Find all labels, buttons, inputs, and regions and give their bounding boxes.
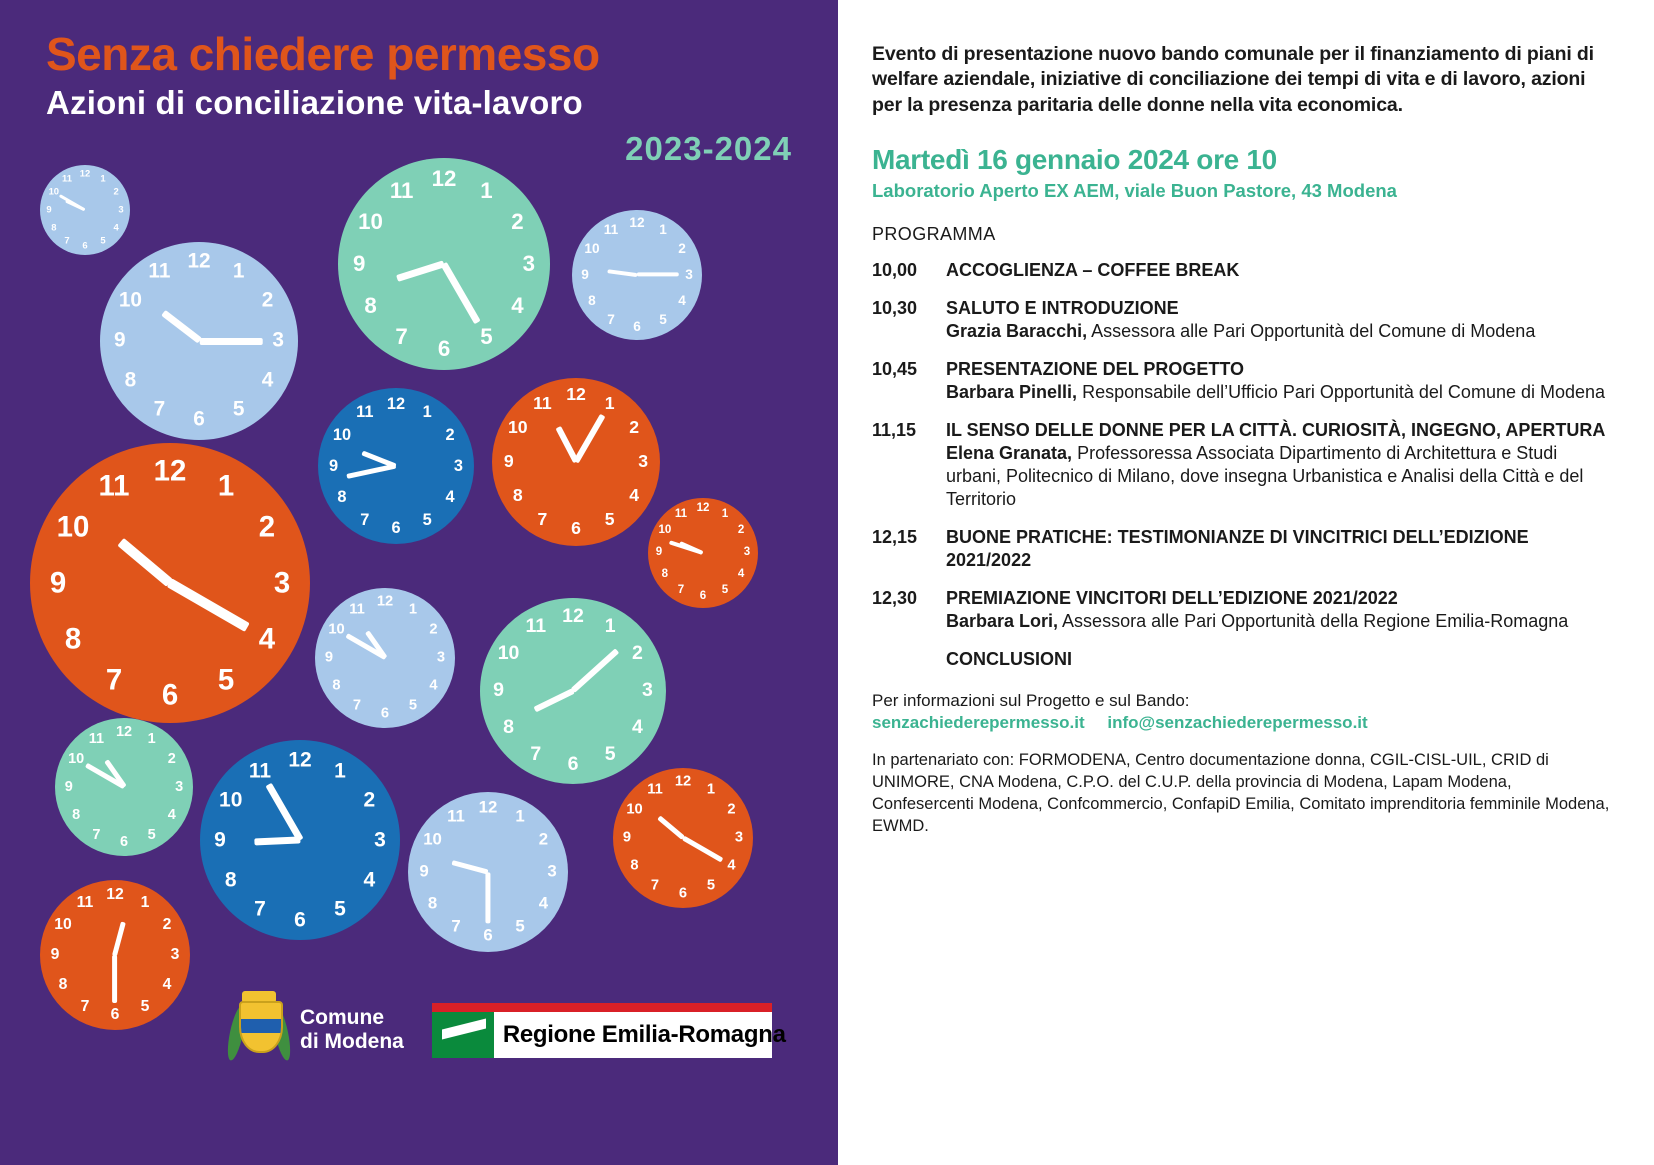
logo-comune-label (300, 1006, 404, 1053)
clock-numeral: 4 (629, 484, 640, 505)
clock-numeral: 8 (503, 716, 514, 739)
info-links (872, 713, 1614, 733)
clock-minute-hand (168, 579, 250, 632)
clock-numeral: 9 (581, 267, 589, 283)
clock-numeral: 2 (629, 417, 640, 438)
poster-title-block (0, 30, 838, 168)
clock-numeral: 4 (538, 893, 549, 913)
clock-illustration (480, 598, 666, 784)
clock-numeral: 11 (389, 177, 414, 203)
agenda-row (872, 358, 1614, 404)
clock-minute-hand (59, 194, 85, 211)
clock-numeral: 3 (170, 946, 180, 964)
clock-minute-hand (441, 262, 481, 324)
clock-hour-hand (254, 837, 300, 846)
info-title: Per informazioni sul Progetto e sul Bando: (872, 691, 1190, 711)
clock-numeral: 5 (604, 509, 615, 530)
clock-illustration (338, 158, 550, 370)
clock-numeral: 10 (584, 241, 600, 257)
clock-numeral: 2 (261, 288, 274, 312)
website-link[interactable]: senzachiederepermesso.it (872, 713, 1085, 733)
clock-numeral: 7 (537, 509, 548, 530)
clock-numeral: 7 (650, 878, 660, 895)
clock-minute-hand (265, 783, 303, 842)
clock-numeral: 1 (480, 177, 493, 203)
page-title: Senza chiedere permesso (46, 28, 600, 80)
clock-numeral: 2 (631, 642, 643, 665)
clock-numeral: 2 (678, 241, 686, 257)
clock-illustration (55, 718, 193, 856)
clock-numeral: 4 (727, 857, 736, 874)
clock-numeral: 4 (631, 716, 643, 739)
clock-numeral: 5 (422, 510, 432, 529)
page-years: 2023-2024 (625, 130, 792, 168)
clock-illustration (318, 388, 474, 544)
clock-numeral: 11 (533, 392, 552, 413)
clock-numeral: 5 (706, 878, 716, 895)
clock-numeral: 1 (706, 781, 716, 798)
clock-numeral: 6 (391, 519, 401, 538)
clock-numeral: 12 (79, 168, 91, 180)
agenda-item-title: PRESENTAZIONE DEL PROGETTO (946, 359, 1245, 380)
agenda-item-description: Barbara Lori, Assessora alle Pari Opportunità della Regione Emilia-Romagna (946, 611, 1569, 632)
event-datetime: Martedì 16 gennaio 2024 ore 10 (872, 144, 1277, 176)
clock-numeral: 3 (273, 566, 291, 600)
agenda-item-speaker: Barbara Lori, (946, 611, 1059, 632)
agenda-body (946, 297, 1614, 343)
clock-numeral: 8 (427, 893, 438, 913)
clock-numeral: 8 (512, 484, 523, 505)
clock-numeral: 7 (92, 826, 101, 843)
clock-numeral: 4 (737, 568, 745, 581)
clock-numeral: 11 (603, 222, 619, 238)
clock-numeral: 5 (217, 663, 235, 697)
clock-numeral: 10 (358, 208, 383, 234)
clock-numeral: 9 (114, 328, 126, 352)
agenda-body (946, 648, 1614, 671)
clock-numeral: 10 (328, 621, 345, 638)
clock-illustration (100, 242, 298, 440)
clock-numeral: 12 (566, 383, 586, 404)
clock-numeral: 12 (431, 166, 457, 192)
agenda-body (946, 526, 1614, 572)
clock-numeral: 8 (661, 568, 669, 581)
clock-numeral: 12 (288, 748, 312, 772)
clock-numeral: 3 (743, 546, 751, 559)
clock-numeral: 2 (445, 425, 455, 444)
clock-numeral: 6 (437, 335, 451, 361)
clock-numeral: 6 (119, 833, 129, 850)
clock-numeral: 1 (217, 469, 235, 503)
agenda-row (872, 587, 1614, 633)
clock-numeral: 7 (360, 510, 370, 529)
partners-paragraph: In partenariato con: FORMODENA, Centro documentazione donna, CGIL-CISL-UIL, CRID di UNIMORE, CNA Modena, C.P.O. del C.U.P. della provincia di Modena, Lapam Modena, Confesercenti Modena, Confcommercio, ConfapiD Emilia, Comitato imprenditoria femminile Modena, EWMD. (872, 750, 1610, 835)
clock-numeral: 11 (525, 614, 547, 637)
clock-numeral: 11 (674, 508, 688, 521)
agenda-item-title: SALUTO E INTRODUZIONE (946, 298, 1179, 319)
clock-numeral: 12 (696, 502, 710, 515)
clock-numeral: 1 (604, 392, 615, 413)
clock-numeral: 1 (408, 601, 418, 618)
clock-illustration (40, 165, 130, 255)
agenda-time: 11,15 (872, 420, 917, 441)
clock-numeral: 6 (567, 753, 579, 776)
clock-numeral: 1 (334, 759, 346, 783)
clock-numeral: 10 (48, 186, 60, 198)
clock-numeral: 9 (324, 649, 334, 666)
clock-numeral: 7 (677, 584, 685, 597)
clock-numeral: 11 (76, 894, 94, 912)
clock-numeral: 6 (483, 925, 493, 945)
agenda-body (946, 358, 1614, 404)
clock-numeral: 9 (64, 778, 73, 795)
clock-numeral: 12 (106, 886, 124, 904)
clock-numeral: 2 (511, 208, 524, 234)
clock-numeral: 1 (604, 614, 616, 637)
clock-numeral: 5 (147, 826, 156, 843)
clock-numeral: 11 (62, 173, 72, 185)
agenda-row (872, 419, 1614, 511)
clock-numeral: 12 (187, 249, 211, 273)
clock-numeral: 12 (562, 604, 584, 627)
clock-illustration (30, 443, 310, 723)
clock-numeral: 5 (232, 397, 245, 421)
agenda-row (872, 259, 1614, 282)
clock-numeral: 1 (232, 260, 245, 284)
clock-hour-hand (657, 815, 685, 839)
clock-minute-hand (682, 836, 723, 863)
clock-numeral: 9 (655, 546, 663, 559)
page-subtitle: Azioni di conciliazione vita-lavoro (46, 84, 583, 122)
clock-numeral: 10 (68, 751, 85, 768)
clock-numeral: 6 (82, 240, 88, 252)
clock-numeral: 1 (140, 894, 150, 912)
clock-numeral: 3 (272, 328, 284, 352)
clock-numeral: 5 (408, 698, 418, 715)
clock-numeral: 1 (147, 730, 156, 747)
clock-illustration (613, 768, 753, 908)
agenda-row (872, 297, 1614, 343)
clock-numeral: 5 (100, 235, 106, 247)
agenda-body (946, 587, 1614, 633)
clock-numeral: 2 (363, 788, 376, 812)
clock-numeral: 2 (737, 524, 745, 537)
clock-numeral: 9 (46, 204, 52, 216)
email-link[interactable]: info@senzachiederepermesso.it (1107, 713, 1368, 733)
agenda-item-title: BUONE PRATICHE: TESTIMONIANZE DI VINCITRICI DELL’EDIZIONE 2021/2022 (946, 527, 1529, 571)
clock-numeral: 4 (445, 488, 455, 506)
clock-numeral: 11 (248, 759, 272, 783)
clock-numeral: 9 (419, 861, 429, 881)
clock-numeral: 5 (334, 897, 346, 921)
clock-numeral: 9 (329, 456, 339, 475)
clock-hour-hand (607, 269, 637, 277)
clock-numeral: 8 (588, 293, 596, 309)
logo-regione-emilia-romagna (432, 1003, 786, 1058)
clock-numeral: 2 (113, 186, 119, 198)
agenda-item-speaker: Elena Granata, (946, 443, 1073, 464)
clock-numeral: 3 (118, 204, 124, 216)
clock-numeral: 5 (515, 917, 525, 937)
clock-numeral: 7 (395, 324, 408, 350)
clock-numeral: 8 (124, 368, 137, 392)
clock-numeral: 10 (507, 417, 528, 438)
clock-numeral: 3 (547, 861, 557, 881)
agenda-row (872, 526, 1614, 572)
clock-numeral: 6 (633, 319, 641, 335)
logo-comune-line1: Comune (300, 1006, 384, 1030)
clock-numeral: 3 (685, 267, 693, 283)
clock-hour-hand (452, 860, 489, 875)
clock-numeral: 7 (64, 235, 70, 247)
clock-numeral: 4 (113, 222, 119, 234)
clock-numeral: 4 (167, 806, 176, 823)
clock-illustration (572, 210, 702, 340)
clock-numeral: 3 (522, 250, 535, 276)
clock-numeral: 12 (386, 394, 406, 413)
clock-illustration (200, 740, 400, 940)
clock-numeral: 2 (167, 751, 176, 768)
intro-paragraph: Evento di presentazione nuovo bando comunale per il finanziamento di piani di welfare aziendale, iniziative di conciliazione dei tempi di vita e di lavoro, azioni per la presenza paritaria delle donne nella vita economica. (872, 43, 1594, 116)
agenda-item-description: Elena Granata, Professoressa Associata Dipartimento di Architettura e Studi urbani, Politecnico di Milano, dove insegna Urbanistica e Analisi della Città e del Territorio (946, 443, 1584, 510)
clock-numeral: 2 (429, 621, 438, 638)
clock-numeral: 8 (58, 976, 68, 994)
agenda-item-description: Grazia Baracchi, Assessora alle Pari Opportunità del Comune di Modena (946, 321, 1536, 342)
clock-hour-hand (396, 261, 445, 283)
clock-numeral: 2 (727, 801, 736, 818)
clock-numeral: 4 (258, 622, 276, 656)
clock-numeral: 4 (363, 868, 376, 892)
clock-numeral: 5 (480, 324, 493, 350)
clock-numeral: 10 (497, 642, 520, 665)
clock-numeral: 3 (734, 829, 744, 846)
clock-numeral: 12 (376, 593, 394, 610)
clock-numeral: 10 (56, 510, 90, 544)
agenda-row-conclusioni (872, 648, 1614, 671)
clock-numeral: 10 (219, 788, 243, 812)
agenda-body (946, 259, 1614, 282)
clock-minute-hand (574, 414, 606, 463)
agenda-item-description: Barbara Pinelli, Responsabile dell’Ufficio Pari Opportunità del Comune di Modena (946, 382, 1606, 403)
clock-numeral: 2 (258, 510, 276, 544)
clock-numeral: 7 (451, 917, 461, 937)
clock-numeral: 5 (659, 312, 667, 328)
clock-illustration (408, 792, 568, 952)
event-location: Laboratorio Aperto EX AEM, viale Buon Pastore, 43 Modena (872, 180, 1397, 202)
agenda-item-title: IL SENSO DELLE DONNE PER LA CITTÀ. CURIOSITÀ, INGEGNO, APERTURA (946, 420, 1606, 441)
clock-numeral: 9 (214, 828, 226, 852)
clock-numeral: 8 (72, 806, 81, 823)
clock-illustration (315, 588, 455, 728)
clock-numeral: 7 (352, 698, 362, 715)
clock-numeral: 6 (294, 908, 306, 932)
clock-hour-hand (118, 538, 173, 587)
clock-numeral: 9 (353, 250, 366, 276)
clock-numeral: 8 (364, 293, 377, 319)
clock-numeral: 12 (478, 797, 498, 817)
clock-hour-hand (161, 311, 201, 344)
clock-minute-hand (637, 273, 679, 277)
clock-numeral: 4 (511, 293, 524, 319)
clock-numeral: 11 (98, 469, 130, 503)
agenda-item-speaker: Barbara Pinelli, (946, 382, 1078, 403)
clock-numeral: 3 (436, 649, 446, 666)
agenda-item-speaker: Grazia Baracchi, (946, 321, 1088, 342)
agenda-body (946, 419, 1614, 511)
clock-numeral: 10 (423, 829, 442, 849)
clock-minute-hand (112, 955, 117, 1003)
clock-numeral: 9 (622, 829, 632, 846)
clock-numeral: 8 (337, 488, 347, 506)
clock-numeral: 8 (332, 677, 341, 694)
logo-comune-di-modena (230, 991, 404, 1069)
clock-numeral: 9 (50, 946, 60, 964)
clock-illustration (492, 378, 660, 546)
clock-numeral: 1 (515, 806, 525, 826)
clock-numeral: 5 (721, 584, 729, 597)
agenda-time: 10,00 (872, 260, 918, 281)
clock-illustration (40, 880, 190, 1030)
clock-numeral: 6 (380, 705, 390, 722)
agenda-time: 10,45 (872, 359, 918, 380)
agenda-item-title: ACCOGLIENZA – COFFEE BREAK (946, 260, 1240, 281)
programme-label: PROGRAMMA (872, 224, 996, 245)
clock-numeral: 11 (356, 402, 374, 421)
clock-numeral: 4 (678, 293, 686, 309)
clock-numeral: 1 (422, 402, 432, 421)
clock-numeral: 12 (153, 454, 187, 488)
clock-numeral: 7 (105, 663, 123, 697)
clock-numeral: 11 (88, 730, 105, 747)
clock-numeral: 8 (224, 868, 237, 892)
clock-minute-hand (571, 649, 619, 694)
agenda-time: 12,30 (872, 588, 918, 609)
clock-numeral: 9 (493, 679, 505, 702)
clock-numeral: 3 (453, 456, 463, 475)
regione-mark-icon (432, 1012, 494, 1058)
clock-minute-hand (485, 872, 490, 923)
clock-numeral: 6 (193, 407, 205, 431)
clock-numeral: 7 (254, 897, 266, 921)
logo-row (230, 991, 786, 1069)
clock-numeral: 4 (261, 368, 274, 392)
clock-numeral: 6 (699, 590, 707, 603)
clock-numeral: 11 (148, 260, 171, 284)
agenda-item-title: PREMIAZIONE VINCITORI DELL’EDIZIONE 2021/2022 (946, 588, 1398, 609)
clock-numeral: 8 (64, 622, 82, 656)
clock-numeral: 11 (447, 806, 465, 826)
clock-hour-hand (533, 688, 574, 712)
clock-numeral: 3 (374, 828, 386, 852)
agenda-time: 12,15 (872, 527, 918, 548)
clock-illustration (648, 498, 758, 608)
clock-hour-hand (113, 921, 127, 956)
clock-minute-hand (199, 338, 262, 345)
clock-numeral: 2 (538, 829, 549, 849)
conclusioni-label: CONCLUSIONI (946, 649, 1072, 670)
clock-minute-hand (669, 540, 704, 554)
clock-numeral: 1 (659, 222, 667, 238)
clock-numeral: 7 (530, 743, 542, 766)
clock-numeral: 3 (175, 778, 184, 795)
clock-numeral: 8 (51, 222, 57, 234)
crest-icon (230, 991, 288, 1069)
clock-numeral: 10 (54, 916, 72, 934)
clock-numeral: 4 (162, 976, 172, 994)
clock-numeral: 9 (49, 566, 67, 600)
clock-numeral: 6 (110, 1006, 120, 1024)
clock-numeral: 11 (647, 781, 663, 798)
agenda-time: 10,30 (872, 298, 918, 319)
clock-numeral: 10 (118, 288, 142, 312)
clock-numeral: 10 (658, 524, 672, 537)
agenda-time-empty (872, 648, 946, 671)
clock-numeral: 3 (638, 451, 649, 472)
clock-numeral: 3 (641, 679, 653, 702)
clock-numeral: 11 (349, 601, 365, 618)
clock-numeral: 9 (503, 451, 514, 472)
clock-numeral: 10 (626, 801, 643, 818)
clock-numeral: 6 (678, 885, 688, 902)
logo-regione-label: Regione Emilia-Romagna (502, 1020, 786, 1048)
clock-numeral: 5 (604, 743, 616, 766)
clock-numeral: 12 (629, 215, 645, 231)
clock-numeral: 2 (162, 916, 172, 934)
clock-numeral: 4 (429, 677, 438, 694)
clock-numeral: 10 (332, 425, 352, 444)
clock-numeral: 7 (607, 312, 615, 328)
clock-numeral: 8 (630, 857, 639, 874)
clock-numeral: 5 (140, 998, 150, 1016)
clock-numeral: 7 (153, 397, 166, 421)
clock-minute-hand (347, 463, 397, 479)
clock-numeral: 12 (674, 773, 692, 790)
logo-regione-bar (432, 1003, 772, 1012)
clock-numeral: 12 (115, 723, 133, 740)
clock-numeral: 6 (571, 518, 581, 539)
poster-right-panel (838, 0, 1654, 1165)
logo-comune-line2: di Modena (300, 1030, 404, 1053)
clock-numeral: 7 (80, 998, 90, 1016)
clock-numeral: 1 (721, 508, 729, 521)
clock-numeral: 6 (161, 678, 179, 712)
clock-numeral: 1 (100, 173, 106, 185)
agenda-list (872, 259, 1614, 671)
